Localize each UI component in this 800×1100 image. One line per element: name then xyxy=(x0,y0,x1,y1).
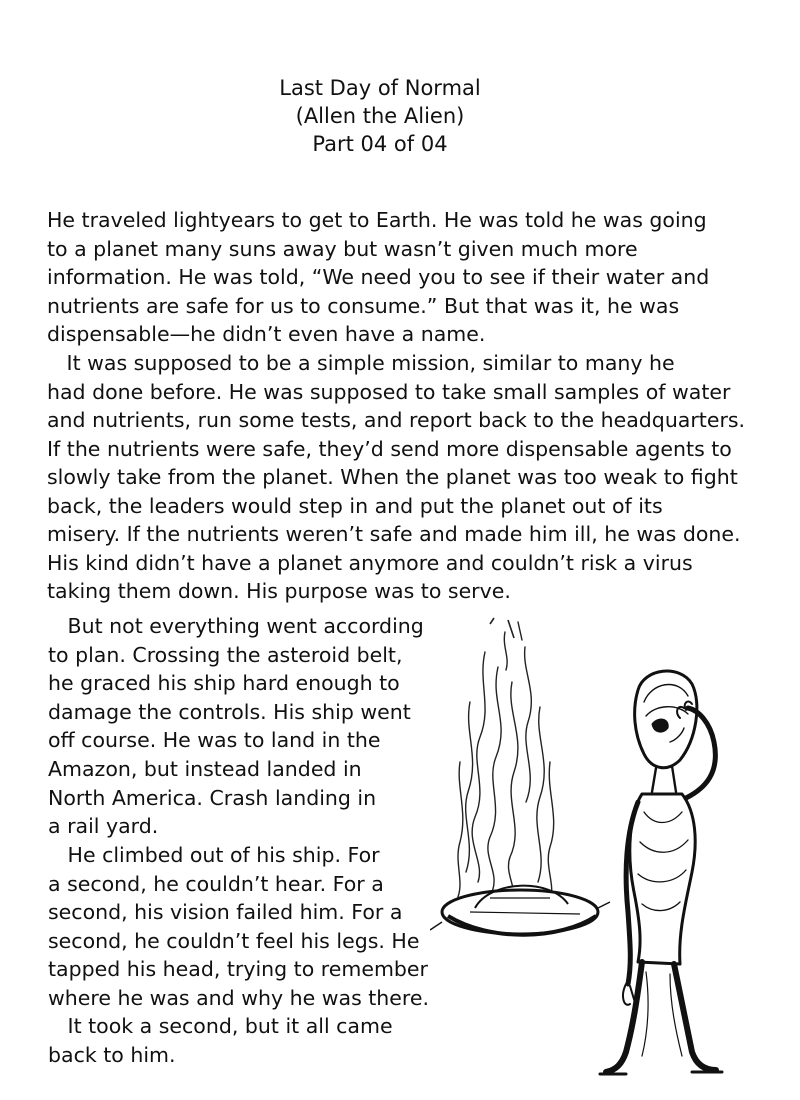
text-line: damage the controls. His ship went xyxy=(48,699,411,724)
story-subtitle: (Allen the Alien) xyxy=(295,104,465,128)
text-line: nutrients are safe for us to consume.” But that was it, he was xyxy=(47,293,680,318)
paragraph-1 xyxy=(47,206,767,349)
text-line: It was supposed to be a simple mission, similar to many he xyxy=(47,351,675,375)
text-line: He traveled lightyears to get to Earth. He was told he was going xyxy=(47,208,707,232)
text-line: back, the leaders would step in and put the planet out of its xyxy=(47,493,663,518)
paragraph-5 xyxy=(48,1012,448,1069)
crashed-saucer xyxy=(430,886,610,935)
text-line: taking them down. His purpose was to serve. xyxy=(47,579,511,603)
text-line: North America. Crash landing in xyxy=(48,785,377,810)
alien-right-leg xyxy=(674,964,716,1070)
story-part-label: Part 04 of 04 xyxy=(312,132,448,156)
alien-head xyxy=(635,671,697,768)
text-line: He climbed out of his ship. For xyxy=(48,843,380,867)
text-line: Amazon, but instead landed in xyxy=(48,756,362,781)
story-title: Last Day of Normal xyxy=(279,76,481,100)
paragraph-4 xyxy=(48,841,448,1013)
text-line: to a planet many suns away but wasn’t given much more xyxy=(47,236,638,261)
text-line: he graced his ship hard enough to xyxy=(48,671,400,696)
text-line: a second, he couldn’t hear. For a xyxy=(48,871,384,896)
text-line: back to him. xyxy=(48,1042,176,1067)
alien-figure xyxy=(600,671,722,1074)
flame-strokes xyxy=(458,622,554,902)
alien-torso xyxy=(630,794,695,964)
text-line: But not everything went according xyxy=(48,614,424,638)
text-line: If the nutrients were safe, they’d send more dispensable agents to xyxy=(47,436,732,461)
text-line: second, his vision failed him. For a xyxy=(48,900,403,925)
text-line: had done before. He was supposed to take small samples of water xyxy=(47,379,731,404)
text-line: second, he couldn’t feel his legs. He xyxy=(48,928,420,953)
text-line: tapped his head, trying to remember xyxy=(48,957,428,982)
small-debris-marks xyxy=(490,618,514,638)
text-line: dispensable—he didn’t even have a name. xyxy=(47,322,486,346)
text-line: where he was and why he was there. xyxy=(48,985,430,1010)
paragraph-3 xyxy=(48,612,448,841)
paragraph-2 xyxy=(47,349,767,606)
text-line: and nutrients, run some tests, and report back to the headquarters. xyxy=(47,408,746,432)
alien-eye xyxy=(652,719,668,732)
alien-crash-illustration xyxy=(430,612,790,1082)
text-line: It took a second, but it all came xyxy=(48,1014,393,1038)
text-line: a rail yard. xyxy=(48,814,159,839)
text-line: off course. He was to land in the xyxy=(48,728,381,753)
text-line: misery. If the nutrients weren’t safe and made him ill, he was done. xyxy=(47,522,741,546)
text-line: to plan. Crossing the asteroid belt, xyxy=(48,642,403,667)
text-line: slowly take from the planet. When the planet was too weak to fight xyxy=(47,465,738,489)
story-title-block xyxy=(0,74,760,158)
text-line: information. He was told, “We need you to see if their water and xyxy=(47,265,710,289)
alien-left-leg xyxy=(606,962,642,1072)
text-line: His kind didn’t have a planet anymore and couldn’t risk a virus xyxy=(47,550,693,575)
alien-neck xyxy=(652,766,676,792)
